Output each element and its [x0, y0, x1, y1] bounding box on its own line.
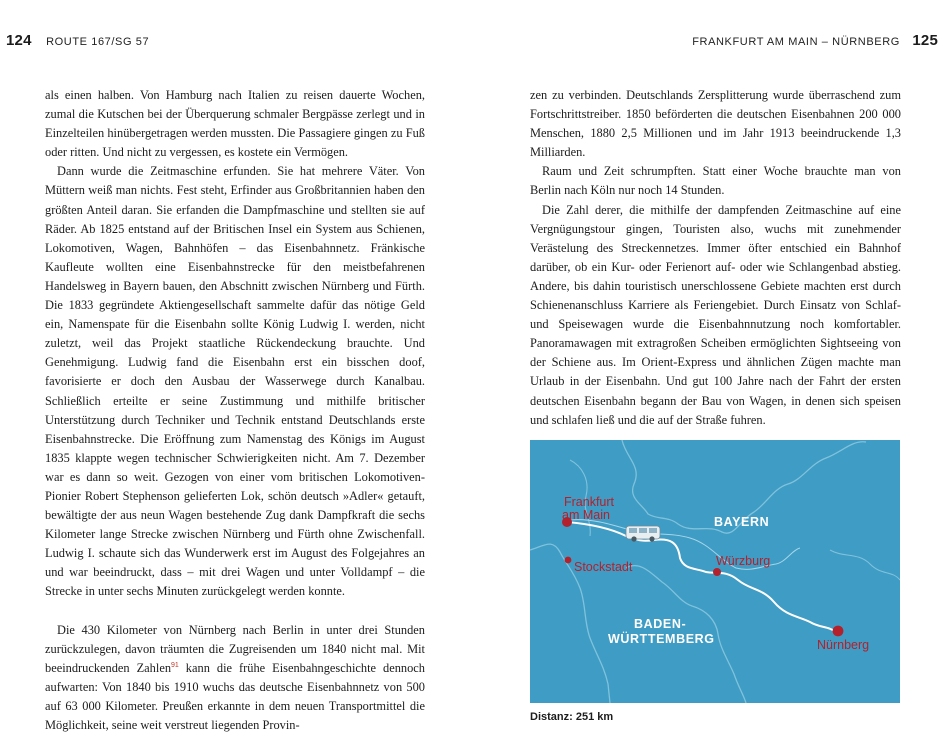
right-text-column — [530, 86, 901, 430]
left-paragraph-3-start: Die 430 Kilometer von Nürnberg nach Berlin in unter drei Stunden zurückzulegen, davon träumten die Zugreisenden um 1840 nicht mal. Mit beeindruckenden Zahlen — [45, 622, 425, 675]
frankfurt-label-line-1: Frankfurt — [564, 495, 615, 509]
region-bw-label-line-2: WÜRTTEMBERG — [608, 632, 715, 646]
left-paragraph-2: Dann wurde die Zeitmaschine erfunden. Sie hat mehrere Väter. Von Müttern weiß man nichts. Fest steht, Erfinder aus Großbritannien haben den größten Anteil daran. Sie erfanden die Dampfmaschine und stellten sie auf Räder. Ab 1825 entstand auf der Britischen Insel ein System aus Schienen, Lokomotiven, Wagen, Bahnhöfen – das Eisenbahnnetz. Fränkische Kaufleute wollten eine Eisenbahnstrecke für den meistbefahrenen Handelsweg in Bayern bauen, den Abschnitt zwischen Nürnberg und Fürth. Die 1833 gegründete Aktiengesellschaft sammelte dafür das nötige Geld ein, Namenspate für die Eisenbahn sollte König Ludwig I. werden, nicht zuletzt, weil das Projekt staatliche Rückendeckung brauchte. Und Genehmigung. Ludwig fand die Eisenbahn erst ein bisschen doof, favorisierte er doch den Ausbau der Wasserwege durch Kanalbau. Schließlich erteilte er seine Zustimmung und mithilfe britischer Unterstützung durch Techniker und Technik entstand Deutschlands erste Eisenbahnstrecke. Die Eröffnung zum Namenstag des Königs im August 1835 klappte wegen technischer Schwierigkeiten nicht. Am 7. Dezember war es dann so weit. Gezogen von einer vom britischen Lokomotiven-Pionier Robert Stephenson gelieferten Lok, schön deutsch »Adler« getauft, bewältigte der aus neun Wagen bestehende Zug dank Dampfkraft die sechs Kilometer lange Strecke zwischen Nürnberg und Fürth ohne Zwischenfall. Ludwig I. schaute sich das Wunderwerk erst im August des Folgejahres an und war beeindruckt, dass – mit drei Wagen und unter Volldampf – die Strecke in unter sechs Minuten zurückgelegt werden konnte. — [45, 164, 425, 599]
route-map — [530, 440, 900, 703]
left-text-column — [45, 86, 425, 735]
right-page-header — [692, 32, 938, 50]
region-bayern-label: BAYERN — [714, 515, 770, 529]
left-paragraph-3-end: kann die frühe Eisenbahngeschichte dennoch aufwarten: Von 1840 bis 1910 wuchs das deutsche Eisenbahnnetz von 500 auf 63 000 Kilometer. Preußen erkannte in dem neuen Transportmittel die Möglichkeit, seine weit verstreut liegenden Provin- — [45, 660, 425, 732]
right-paragraph-3: Die Zahl derer, die mithilfe der dampfenden Zeitmaschine auf eine Vergnügungstour gingen, Touristen also, wuchs mit zunehmender Verästelung des Streckennetzes. Immer öfter entschied ein Bahnhof darüber, ob ein Kur- oder Ferienort auf- oder wie Schlangenbad abstieg. Andere, bis dahin touristisch unerschlossene Gebiete machten erst durch Schienenanschluss Karriere als Feriengebiet. Durch Einsatz von Schlaf- und Speisewagen wurde die Eisenbahnnutzung noch komfortabler. Panoramawagen mit extragroßen Scheiben ermöglichten Sightseeing von der Schiene aus. Im Orient-Express und ähnlichen Zügen machte man Urlaub in der Eisenbahn. Und gut 100 Jahre nach der Fahrt der ersten deutschen Eisenbahn begann der Bau von Wagen, in denen sich speisen und schlafen ließ und die auf der Straße fuhren. — [530, 202, 901, 427]
camper-van-icon — [626, 526, 660, 542]
right-paragraph-2: Raum und Zeit schrumpften. Statt einer Woche brauchte man von Berlin nach Köln nur noch 14 Stunden. — [530, 164, 901, 198]
left-page-header — [6, 32, 149, 50]
nuernberg-label: Nürnberg — [817, 638, 870, 652]
route-map-graphic — [530, 440, 900, 703]
region-bw-label-line-1: BADEN- — [634, 617, 687, 631]
footnote-reference: 91 — [171, 661, 179, 669]
wuerzburg-label: Würzburg — [716, 554, 771, 568]
nuernberg-marker — [833, 626, 844, 637]
left-running-head: ROUTE 167/SG 57 — [46, 36, 150, 48]
right-paragraph-1: zen zu verbinden. Deutschlands Zersplitterung wurde überraschend zum Fortschrittstreiber. 1850 beförderten die deutschen Eisenbahnen 200 000 Menschen, 1880 2,5 Millionen und im Jahr 1913 beeindruckende 1,3 Milliarden. — [530, 88, 901, 160]
map-caption: Distanz: 251 km — [530, 711, 614, 723]
right-page-number: 125 — [912, 32, 938, 49]
right-running-head: FRANKFURT AM MAIN – NÜRNBERG — [692, 36, 900, 48]
stockstadt-label: Stockstadt — [574, 560, 633, 574]
frankfurt-label-line-2: am Main — [562, 508, 610, 522]
left-paragraph-1: als einen halben. Von Hamburg nach Italien zu reisen dauerte Wochen, zumal die Kutschen bei der Überquerung schmaler Bergpässe zerlegt und in Einzelteilen hinübergetragen werden mussten. Die Passagiere gingen zu Fuß oder ritten. Und nicht zu vergessen, es kostete ein Vermögen. — [45, 88, 425, 160]
wuerzburg-marker — [713, 568, 721, 576]
stockstadt-marker — [565, 557, 572, 564]
left-page-number: 124 — [6, 32, 32, 49]
left-paragraph-3 — [45, 621, 425, 736]
